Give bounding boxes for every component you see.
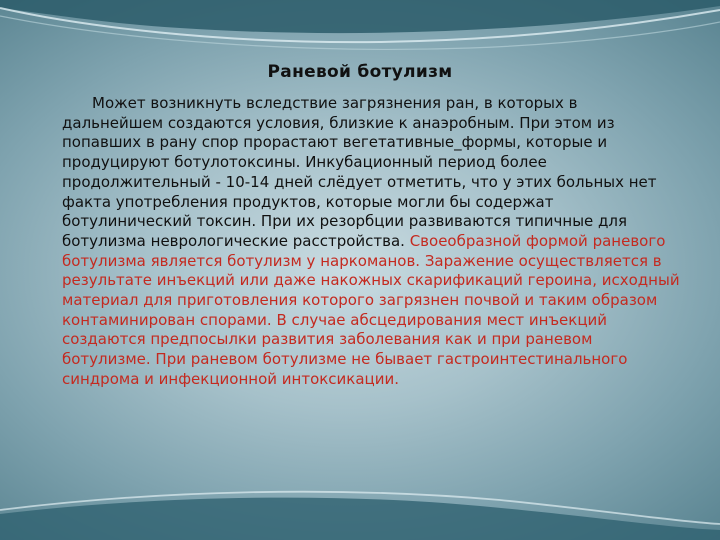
slide-title: Раневой ботулизм: [267, 62, 453, 82]
decorative-wave-bottom: [0, 470, 720, 540]
slide-body: [62, 94, 682, 390]
body-text-black: Может возникнуть вследствие загрязнения ран, в которых в дальнейшем создаются условия, близкие к анаэробным. При этом из попавших в рану спор прорастают вегетативные_формы, которые и продуцируют ботулотоксины. Инкубационный период более продолжительный - 10-14 дней слёдует отметить, что у этих больных нет факта употребления продуктов, которые могли бы содержат ботулинический токсин. При их резорбции развиваются типичные для ботулизма неврологические расстройства.: [62, 94, 657, 250]
body-text-red: Своеобразной формой раневого ботулизма является ботулизм у наркоманов. Заражение осуществляется в результате инъекций или даже накожных скарификаций героина, исходный материал для приготовления которого загрязнен почвой и таким образом контаминирован спорами. В случае абсцедирования мест инъекций создаются предпосылки развития заболевания как и при раневом ботулизме. При раневом ботулизме не бывает гастроинтестинального синдрома и инфекционной интоксикации.: [62, 231, 680, 388]
